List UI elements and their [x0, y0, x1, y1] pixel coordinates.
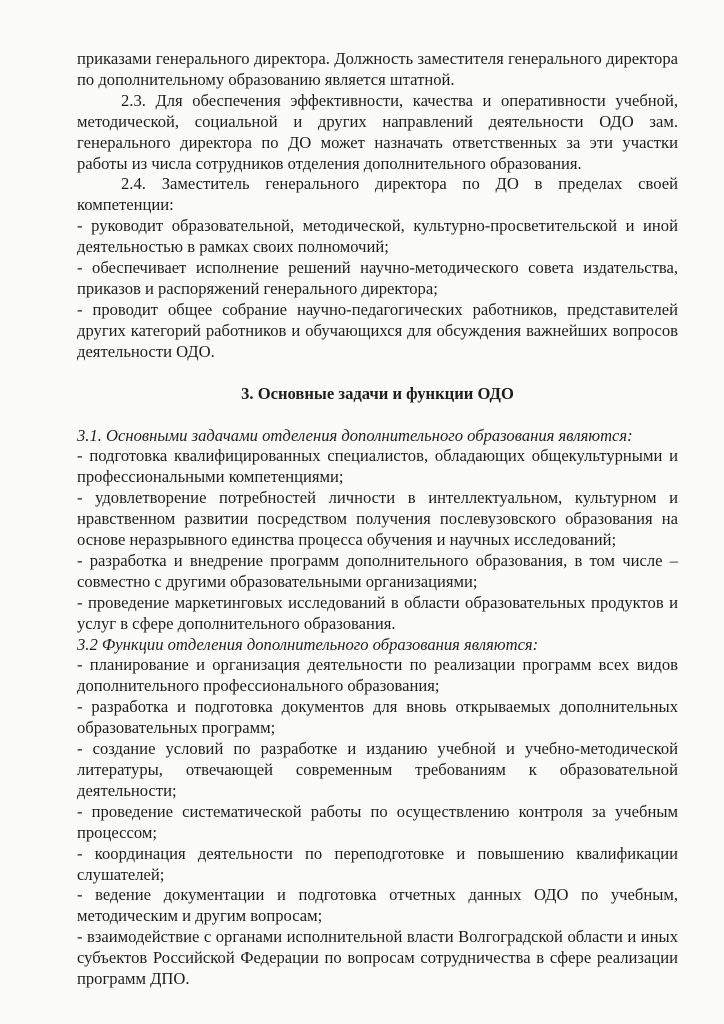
- list-item: - проведение систематической работы по осуществлению контроля за учебным процессом;: [77, 801, 678, 842]
- list-item: - подготовка квалифицированных специалистов, обладающих общекультурными и профессиональными компетенциями;: [77, 446, 678, 487]
- list-item: - проводит общее собрание научно-педагогических работников, представителей других категорий работников и обучающихся для обсуждения важнейших вопросов деятельности ОДО.: [77, 299, 678, 361]
- section-2-3-paragraph: 2.3. Для обеспечения эффективности, качества и оперативности учебной, методической, социальной и других направлений деятельности ОДО зам. генерального директора по ДО может назначать ответственных за эти участки работы из числа сотрудников отделения дополнительного образования.: [77, 90, 678, 173]
- list-item: - обеспечивает исполнение решений научно-методического совета издательства, приказов и распоряжений генерального директора;: [77, 258, 678, 298]
- section-3-heading: 3. Основные задачи и функции ОДО: [241, 383, 514, 403]
- list-item: - взаимодействие с органами исполнительной власти Волгоградской области и иных субъектов Российской Федерации по вопросам сотрудничества в сфере реализации программ ДПО.: [77, 927, 678, 989]
- list-item: - ведение документации и подготовка отчетных данных ОДО по учебным, методическим и другим вопросам;: [77, 885, 678, 926]
- list-item: - планирование и организация деятельности по реализации программ всех видов дополнительного профессионального образования;: [77, 655, 678, 696]
- list-item: - разработка и внедрение программ дополнительного образования, в том числе – совместно с другими образовательными организациями;: [77, 550, 678, 591]
- list-item: - разработка и подготовка документов для вновь открываемых дополнительных образовательных программ;: [77, 697, 678, 738]
- list-item: - удовлетворение потребностей личности в интеллектуальном, культурном и нравственном развитии посредством получения послевузовского образования на основе неразрывного единства процесса обучения и научных исследований;: [77, 488, 678, 550]
- section-3-1-title: 3.1. Основными задачами отделения дополнительного образования являются:: [77, 425, 633, 445]
- list-item: - проведение маркетинговых исследований в области образовательных продуктов и услуг в сфере дополнительного образования.: [77, 592, 678, 633]
- list-item: - создание условий по разработке и изданию учебной и учебно-методической литературы, отвечающей современным требованиям к образовательной деятельности;: [77, 739, 678, 800]
- list-item: - координация деятельности по переподготовке и повышению квалификации слушателей;: [77, 843, 678, 884]
- section-3-2-title: 3.2 Функции отделения дополнительного образования являются:: [77, 634, 539, 654]
- intro-paragraph: приказами генерального директора. Должность заместителя генерального директора по дополнительному образованию является штатной.: [77, 49, 678, 89]
- section-2-4-paragraph: 2.4. Заместитель генерального директора по ДО в пределах своей компетенции:: [77, 174, 678, 215]
- document-body: [77, 49, 678, 990]
- list-item: - руководит образовательной, методической, культурно-просветительской и иной деятельностью в рамках своих полномочий;: [77, 216, 678, 257]
